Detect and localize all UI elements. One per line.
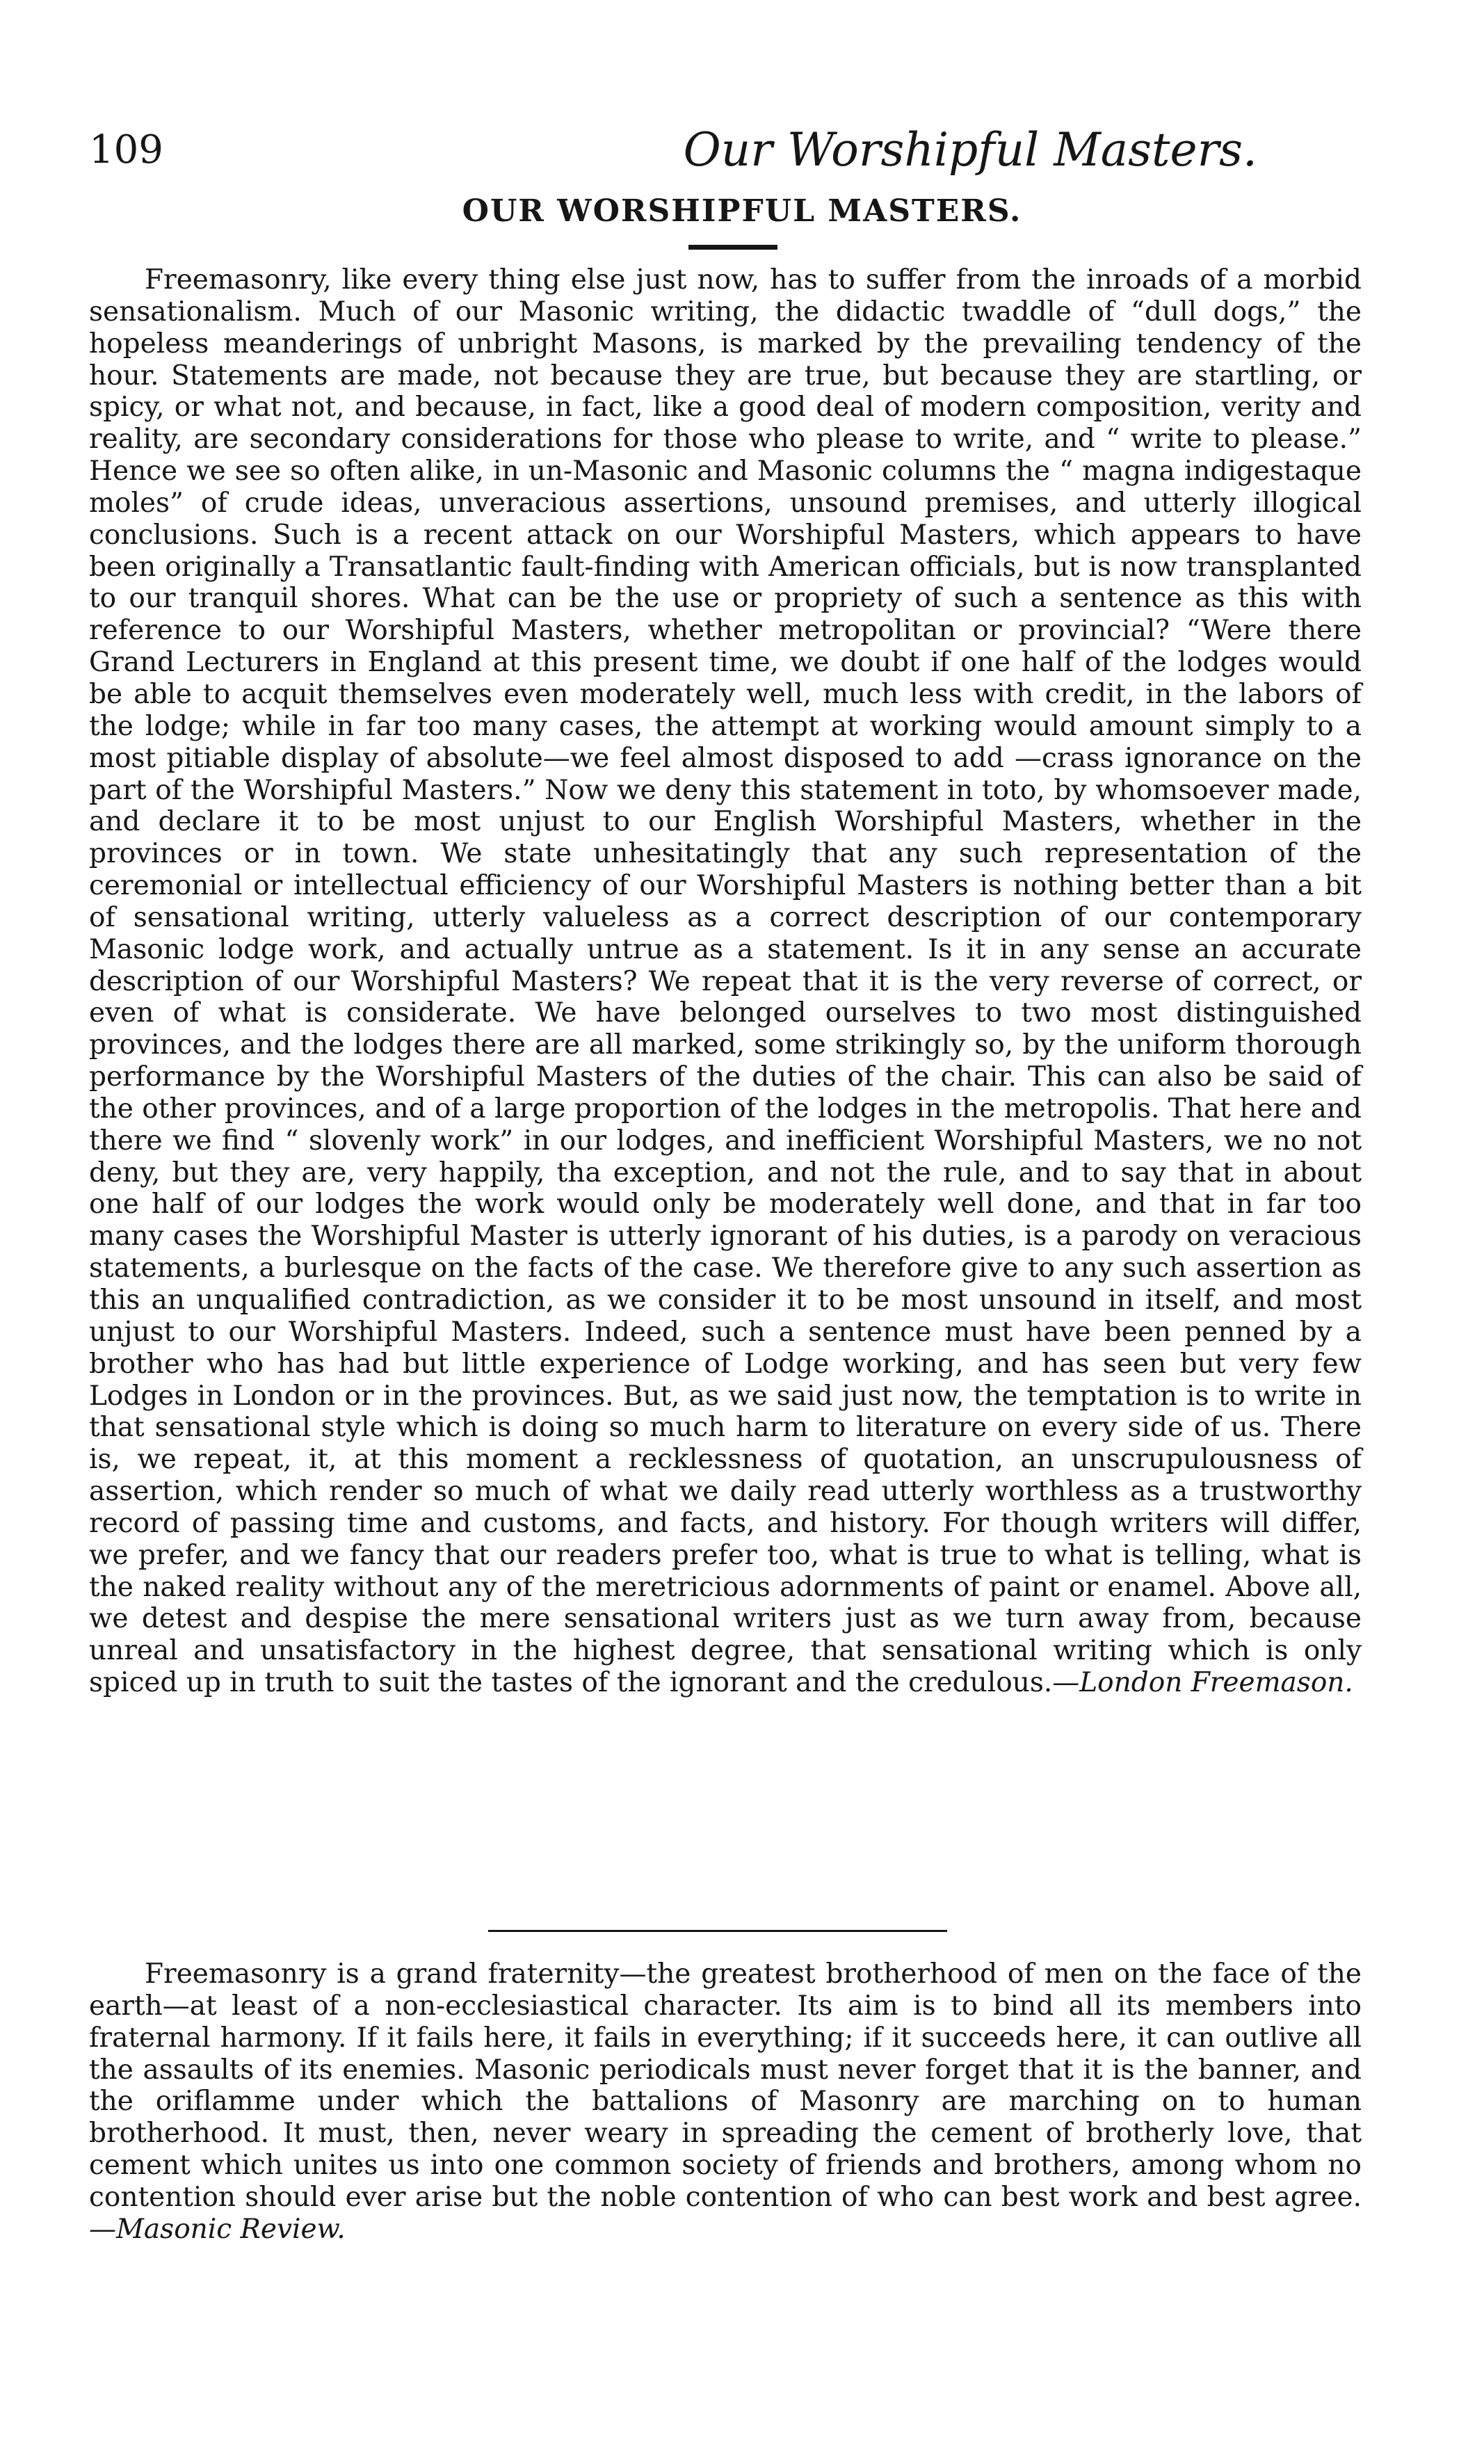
second-article-paragraph xyxy=(89,1958,1362,2246)
running-title: Our Worshipful Masters. xyxy=(683,123,1257,177)
title-divider xyxy=(688,245,777,250)
second-article-source: —Masonic Review. xyxy=(89,2213,346,2245)
second-article-body-text: Freemasonry is a grand fraternity—the greatest brotherhood of men on the face of the earth—at least of a non-ecclesiastical character. Its aim is to bind all its members into fraternal harmony. If it fails here, it fails in everything; if it succeeds here, it can outlive all the assaults of its enemies. Masonic periodicals must never forget that it is the banner, and the oriflamme under which the battalions of Masonry are marching on to human brotherhood. It must, then, never weary in spreading the cement of brotherly love, that cement which unites us into one common society of friends and brothers, among whom no contention should ever arise but the noble contention of who can best work and best agree. xyxy=(89,1958,1362,2213)
page-number: 109 xyxy=(89,127,163,172)
article-title: OUR WORSHIPFUL MASTERS. xyxy=(462,193,1022,229)
article-body-text: Freemasonry, like every thing else just now, has to suffer from the inroads of a morbid sensationalism. Much of our Masonic writing, the didactic twaddle of “dull dogs,” the hopeless meanderings of unbright Masons, is marked by the prevailing tendency of the hour. Statements are made, not because they are true, but because they are startling, or spicy, or what not, and because, in fact, like a good deal of modern composition, verity and reality, are secondary considerations for those who please to write, and “ write to please.” Hence we see so often alike, in un-Masonic and Masonic columns the “ magna indigestaque moles” of crude ideas, unveracious assertions, unsound premises, and utterly illogical conclusions. Such is a recent attack on our Worshipful Masters, which appears to have been originally a Transatlantic fault-finding with American officials, but is now transplanted to our tranquil shores. What can be the use or propriety of such a sentence as this with reference to our Worshipful Masters, whether metropolitan or provincial? “Were there Grand Lecturers in England at this present time, we doubt if one half of the lodges would be able to acquit themselves even moderately well, much less with credit, in the labors of the lodge; while in far too many cases, the attempt at working would amount simply to a most pitiable display of absolute—we feel almost disposed to add —crass ignorance on the part of the Worshipful Masters.” Now we deny this statement in toto, by whomsoever made, and declare it to be most unjust to our English Worshipful Masters, whether in the provinces or in town. We state unhesitatingly that any such representation of the ceremonial or intellectual efficiency of our Worshipful Masters is nothing better than a bit of sensational writing, utterly valueless as a correct description of our contemporary Masonic lodge work, and actually untrue as a statement. Is it in any sense an accurate description of our Worshipful Masters? We repeat that it is the very reverse of correct, or even of what is considerate. We have belonged ourselves to two most distinguished provinces, and the lodges there are all marked, some strikingly so, by the uniform thorough performance by the Worshipful Masters of the duties of the chair. This can also be said of the other provinces, and of a large proportion of the lodges in the metropolis. That here and there we find “ slovenly work” in our lodges, and inefficient Worshipful Masters, we no not deny, but they are, very happily, tha exception, and not the rule, and to say that in about one half of our lodges the work would only be moderately well done, and that in far too many cases the Worshipful Master is utterly ignorant of his duties, is a parody on veracious statements, a burlesque on the facts of the case. We therefore give to any such assertion as this an unqualified contradiction, as we consider it to be most unsound in itself, and most unjust to our Worshipful Masters. Indeed, such a sentence must have been penned by a brother who has had but little experience of Lodge working, and has seen but very few Lodges in London or in the provinces. But, as we said just now, the temptation is to write in that sensational style which is doing so much harm to literature on every side of us. There is, we repeat, it, at this moment a recklessness of quotation, an unscrupulousness of assertion, which render so much of what we daily read utterly worthless as a trustworthy record of passing time and customs, and facts, and history. For though writers will differ, we prefer, and we fancy that our readers prefer too, what is true to what is telling, what is the naked reality without any of the meretricious adornments of paint or enamel. Above all, we detest and despise the mere sensational writers just as we turn away from, because unreal and unsatisfactory in the highest degree, that sensational writing which is only spiced up in truth to suit the tastes of the ignorant and the credulous. xyxy=(89,264,1362,1699)
section-divider xyxy=(488,1930,947,1932)
article-source: —London Freemason. xyxy=(1052,1667,1353,1699)
article-paragraph xyxy=(89,264,1362,1699)
page-header xyxy=(89,122,1362,178)
